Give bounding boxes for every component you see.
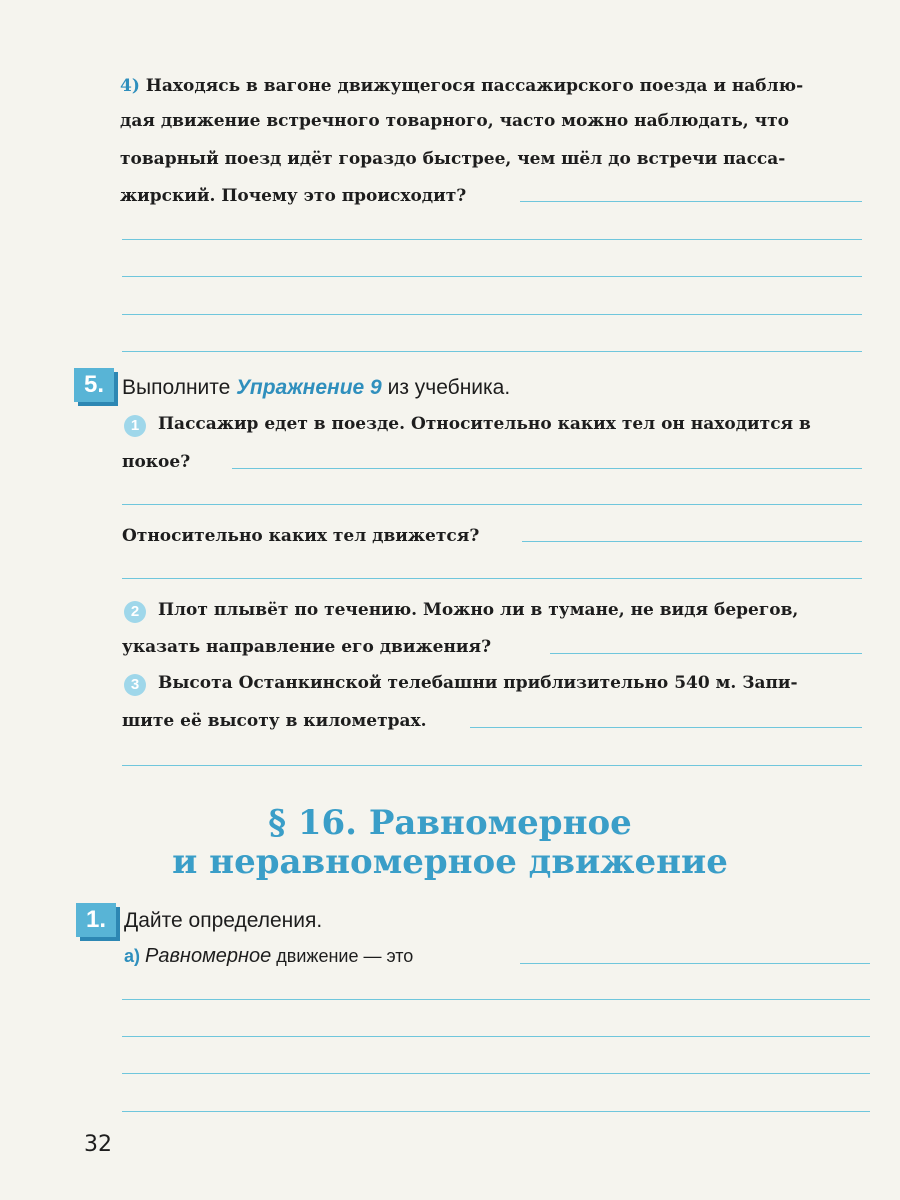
item-3-badge: 3 (124, 674, 146, 696)
section-title-line-2: и неравномерное движение (172, 842, 728, 882)
answer-line-1a-3[interactable] (122, 1036, 870, 1037)
answer-line-5-3a[interactable] (470, 727, 862, 728)
answer-line-1a-1[interactable] (520, 963, 870, 964)
item-3-line-2: шите её высоту в километрах. (122, 711, 427, 731)
definition-a-rest: движение — это (271, 946, 414, 966)
answer-line-5-1d[interactable] (122, 578, 862, 579)
item-1-line-1: Пассажир едет в поезде. Относительно каких тел он находится в (158, 414, 811, 434)
task-1-heading: Дайте определения. (124, 909, 323, 932)
item-1-follow-up: Относительно каких тел движется? (122, 526, 480, 546)
q4-label: 4) (120, 76, 140, 96)
answer-line-1a-4[interactable] (122, 1073, 870, 1074)
definition-a (124, 945, 413, 967)
q4-line-1 (120, 75, 803, 97)
answer-line-q4-2[interactable] (122, 239, 862, 240)
answer-line-q4-4[interactable] (122, 314, 862, 315)
task-5-head-post: из учебника. (381, 376, 511, 399)
item-1-badge: 1 (124, 415, 146, 437)
item-1-line-2: покое? (122, 452, 191, 472)
q4-line-3: товарный поезд идёт гораздо быстрее, чем шёл до встречи пасса- (120, 149, 786, 169)
answer-line-5-1a[interactable] (232, 468, 862, 469)
item-3-line-1: Высота Останкинской телебашни приблизительно 540 м. Запи- (158, 673, 798, 693)
answer-line-1a-2[interactable] (122, 999, 870, 1000)
task-5-head-pre: Выполните (122, 376, 237, 399)
definition-a-term: Равномерное (145, 945, 272, 967)
answer-line-1a-5[interactable] (122, 1111, 870, 1112)
answer-line-q4-5[interactable] (122, 351, 862, 352)
page-number: 32 (84, 1132, 112, 1157)
answer-line-q4-3[interactable] (122, 276, 862, 277)
item-2-badge: 2 (124, 601, 146, 623)
answer-line-5-2[interactable] (550, 653, 862, 654)
item-2-line-2: указать направление его движения? (122, 637, 492, 657)
item-2-line-1: Плот плывёт по течению. Можно ли в тумане, не видя берегов, (158, 600, 799, 620)
task-5-heading (122, 375, 510, 401)
section-title-line-1: § 16. Равномерное (268, 803, 632, 843)
task-5-exercise-link: Упражнение 9 (236, 376, 382, 399)
task-1-number: 1. (76, 903, 116, 937)
answer-line-5-1c[interactable] (522, 541, 862, 542)
definition-a-letter: а) (124, 946, 141, 966)
answer-line-5-1b[interactable] (122, 504, 862, 505)
answer-line-q4-1[interactable] (520, 201, 862, 202)
q4-line-4: жирский. Почему это происходит? (120, 186, 467, 206)
q4-text-1: Находясь в вагоне движущегося пассажирского поезда и наблю- (145, 76, 804, 96)
q4-line-2: дая движение встречного товарного, часто можно наблюдать, что (120, 111, 789, 131)
task-5-number: 5. (74, 368, 114, 402)
answer-line-5-3b[interactable] (122, 765, 862, 766)
